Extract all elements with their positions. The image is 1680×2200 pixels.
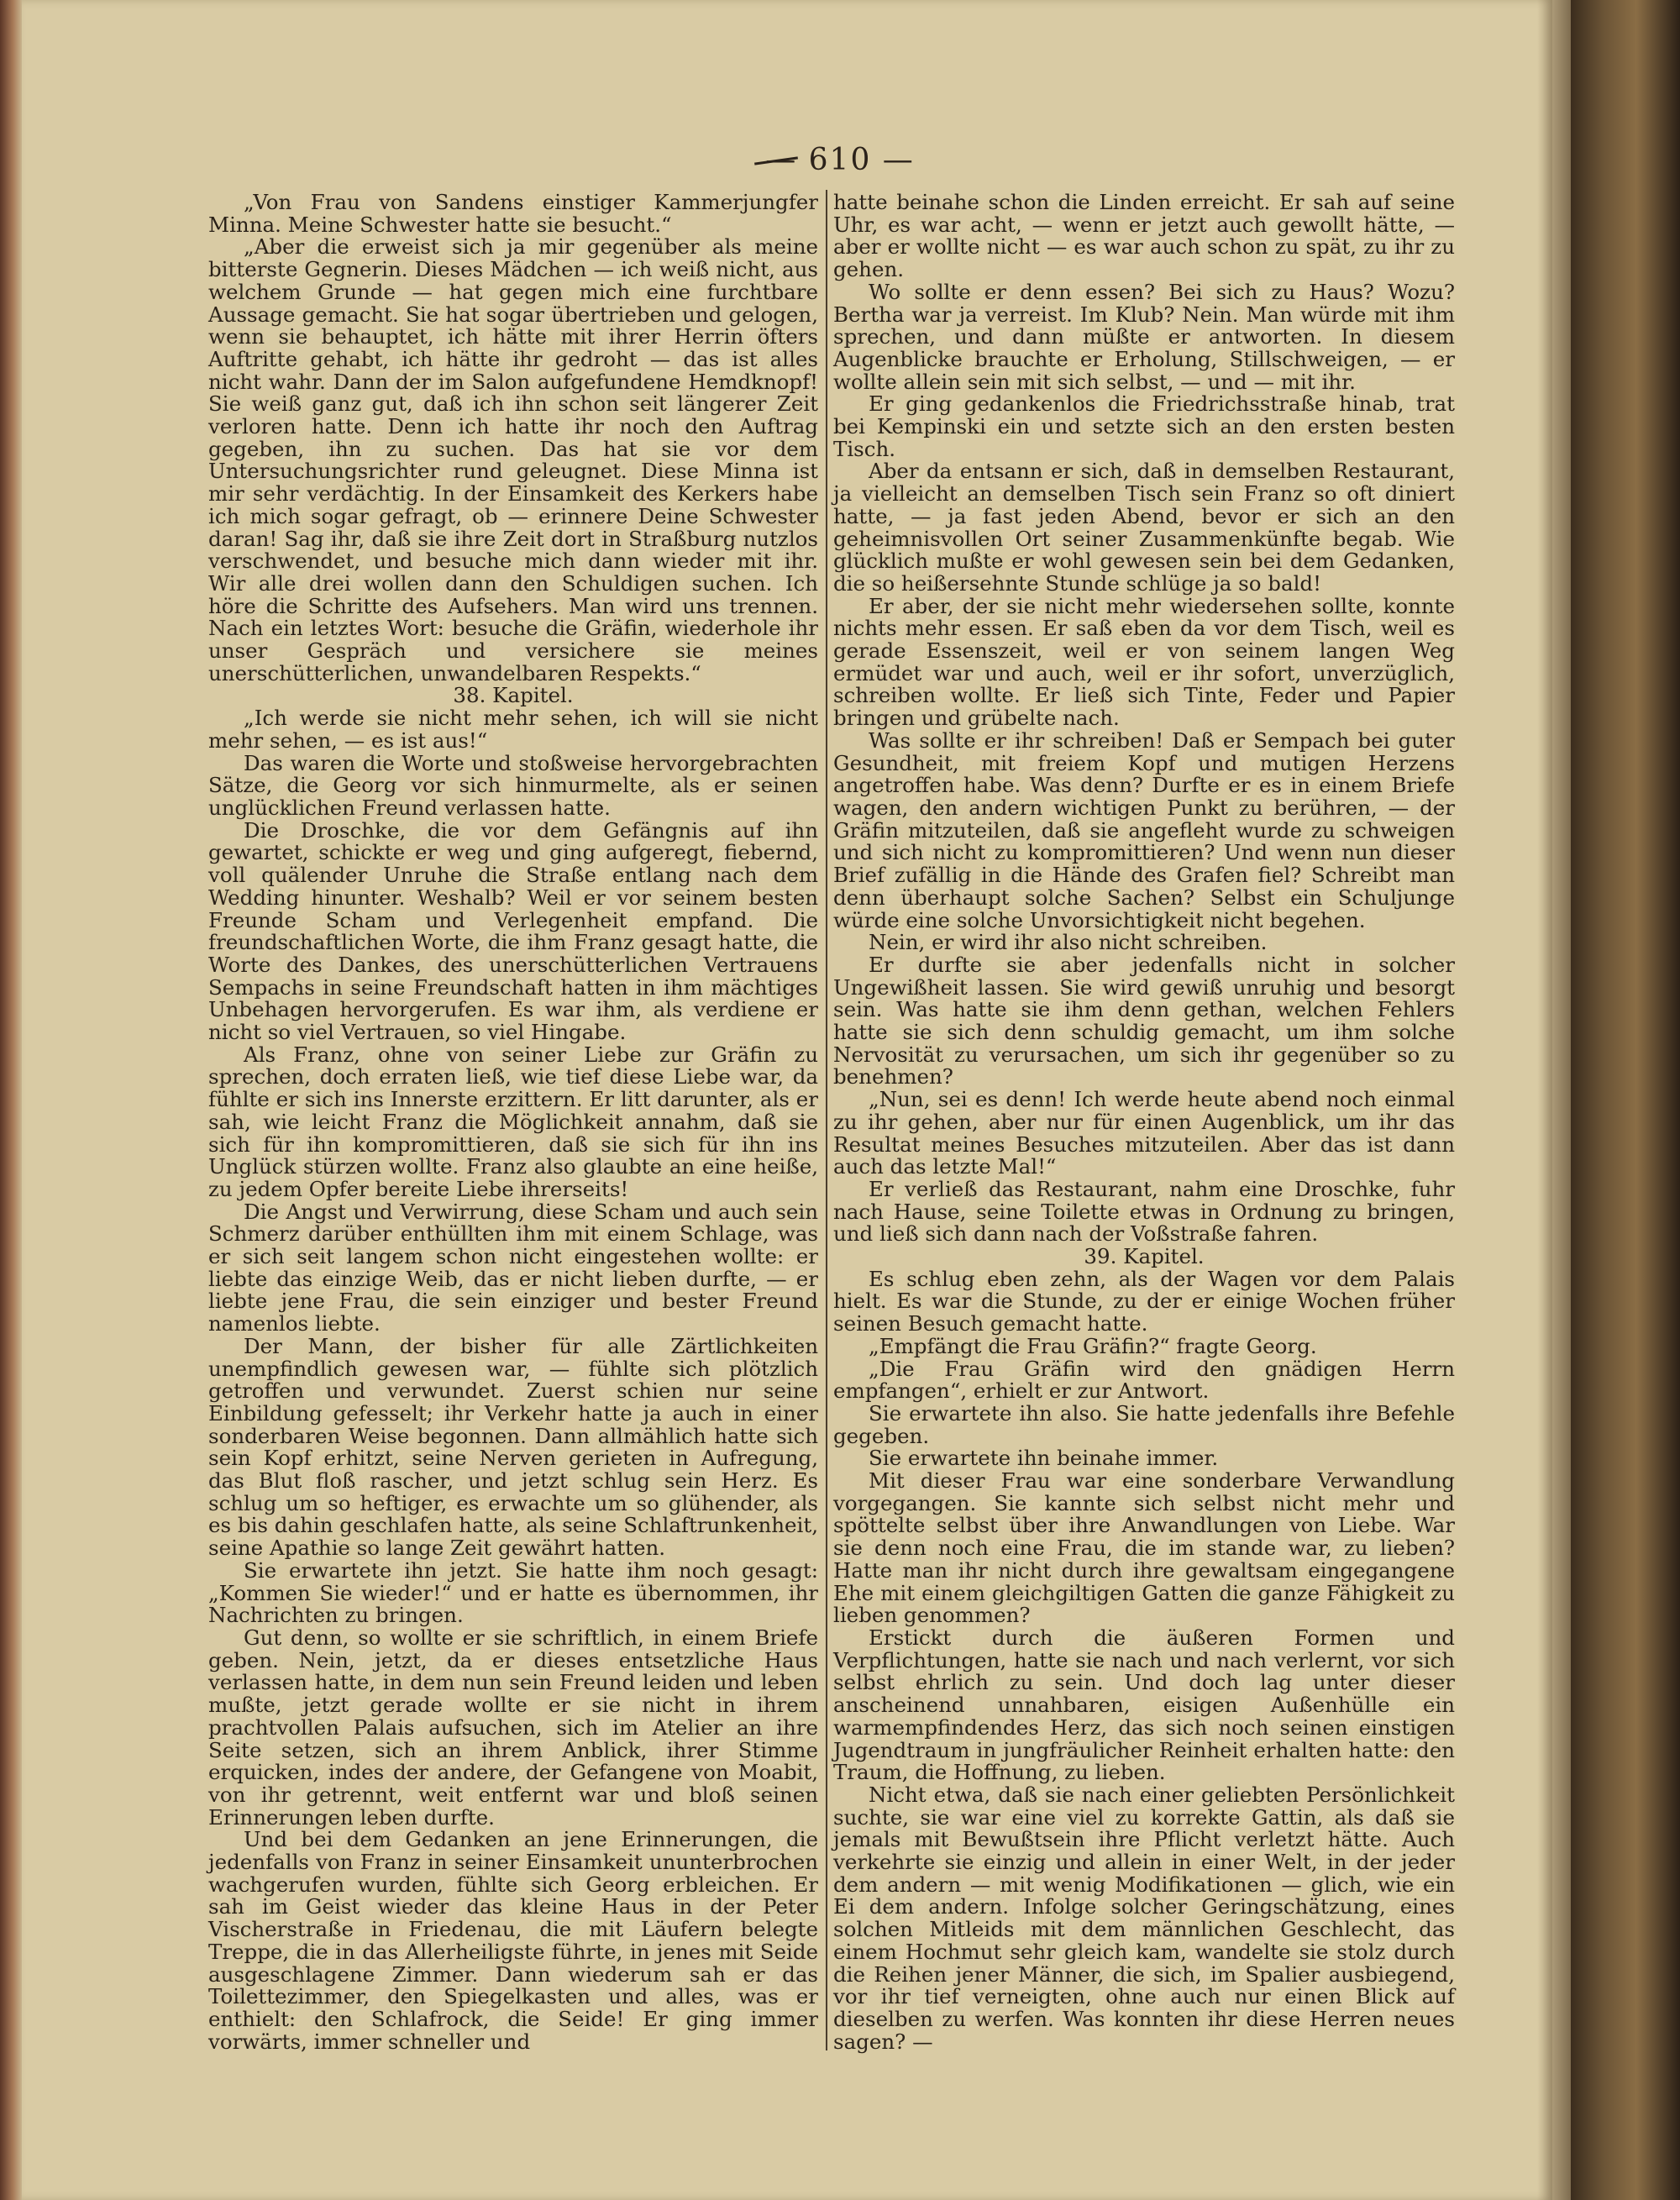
paragraph: Es schlug eben zehn, als der Wagen vor dem Palais hielt. Es war die Stunde, zu der er einige Wochen früher seinen Besuch gemacht hatte.	[833, 1266, 1455, 1336]
paragraph: Das waren die Worte und stoßweise hervorgebrachten Sätze, die Georg vor sich hinmurmelte, als er seinen unglücklichen Freund verlassen hatte.	[208, 750, 818, 820]
paragraph: „Von Frau von Sandens einstiger Kammerjungfer Minna. Meine Schwester hatte sie besucht.“	[208, 190, 818, 237]
paragraph: „Aber die erweist sich ja mir gegenüber als meine bitterste Gegnerin. Dieses Mädchen — ich weiß nicht, aus welchem Grunde — hat gegen mich eine furchtbare Aussage gemacht. Sie hat sogar übertrieben und gelogen, wenn sie behauptet, ich hätte mit ihrer Herrin öfters Auftritte gehabt, ich hätte ihr gedroht — das ist alles nicht wahr. Dann der im Salon aufgefundene Hemdknopf! Sie weiß ganz gut, daß ich ihn schon seit längerer Zeit verloren hatte. Denn ich hatte ihr noch den Auftrag gegeben, ihn zu suchen. Das hat sie vor dem Untersuchungsrichter rund geleugnet. Diese Minna ist mir sehr verdächtig. In der Einsamkeit des Kerkers habe ich mich sogar gefragt, ob — erinnere Deine Schwester daran! Sag ihr, daß sie ihre Zeit dort in Straßburg nutzlos verschwendet, und besuche mich dann wieder mit ihr. Wir alle drei wollen dann den Schuldigen suchen. Ich höre die Schritte des Aufsehers. Man wird uns trennen. Nach ein letztes Wort: besuche die Gräfin, wiederhole ihr unser Gespräch und versichere sie meines unerschütterlichen, unwandelbaren Respekts.“	[208, 234, 818, 685]
paragraph: Der Mann, der bisher für alle Zärtlichkeiten unempfindlich gewesen war, — fühlte sich plötzlich getroffen und verwundet. Zuerst schien nur seine Einbildung gefesselt; ihr Verkehr hatte ja auch in einer sonderbaren Weise begonnen. Dann allmählich hatte sich sein Kopf erhitzt, seine Nerven gerieten in Aufregung, das Blut floß rascher, und jetzt schlug sein Herz. Es schlug um so heftiger, es erwachte um so glühender, als es bis dahin geschlafen hatte, als seine Schlaftrunkenheit, seine Apathie so lange Zeit gewährt hatten.	[208, 1333, 818, 1561]
previous-page-edge	[0, 0, 22, 2200]
paragraph: „Nun, sei es denn! Ich werde heute abend noch einmal zu ihr gehen, aber nur für einen Augenblick, um ihr das Resultat meines Besuches mitzuteilen. Aber das ist dann auch das letzte Mal!“	[833, 1087, 1455, 1179]
paragraph: Aber da entsann er sich, daß in demselben Restaurant, ja vielleicht an demselben Tisch sein Franz so oft diniert hatte, — ja fast jeden Abend, bevor er sich an den geheimnisvollen Ort seiner Zusammenkünfte begab. Wie glücklich mußte er wohl gewesen sein bei dem Gedanken, die so heißersehnte Stunde schlüge ja so bald!	[833, 459, 1455, 596]
paragraph: Er aber, der sie nicht mehr wiedersehen sollte, konnte nichts mehr essen. Er saß eben da vor dem Tisch, weil es gerade Essenszeit, weil er von seinem langen Weg ermüdet war und auch, weil er ihr sofort, unverzüglich, schreiben wollte. Er ließ sich Tinte, Feder und Papier bringen und grübelte nach.	[833, 593, 1455, 731]
paragraph: Als Franz, ohne von seiner Liebe zur Gräfin zu sprechen, doch erraten ließ, wie tief diese Liebe war, da fühlte er sich ins Innerste erzittern. Er litt darunter, als er sah, wie leicht Franz die Möglichkeit annahm, daß sie sich für ihn kompromittieren, daß sie sich für ihn ins Unglück stürzen wollte. Franz also glaubte an eine heiße, zu jedem Opfer bereite Liebe ihrerseits!	[208, 1042, 818, 1201]
right-text-column	[833, 192, 1455, 2053]
paragraph: Sie erwartete ihn also. Sie hatte jedenfalls ihre Befehle gegeben.	[833, 1400, 1455, 1448]
binding-shadow	[1537, 0, 1571, 2200]
paragraph: Sie erwartete ihn jetzt. Sie hatte ihm noch gesagt: „Kommen Sie wieder!“ und er hatte es übernommen, ihr Nachrichten zu bringen.	[208, 1557, 818, 1628]
paragraph: Erstickt durch die äußeren Formen und Verpflichtungen, hatte sie nach und nach verlernt, vor sich selbst ehrlich zu sein. Und doch lag unter dieser anscheinend unnahbaren, eisigen Außenhülle ein warmempfindendes Herz, das sich noch seinen einstigen Jugendtraum in jungfräulicher Reinheit erhalten hatte: den Traum, die Hoffnung, zu lieben.	[833, 1625, 1455, 1785]
paragraph: Wo sollte er denn essen? Bei sich zu Haus? Wozu? Bertha war ja verreist. Im Klub? Nein. Man würde mit ihm sprechen, und dann müßte er antworten. In diesem Augenblicke brauchte er Erholung, Stillschweigen, — er wollte allein sein mit sich selbst, — und — mit ihr.	[833, 279, 1455, 394]
paragraph: Gut denn, so wollte er sie schriftlich, in einem Briefe geben. Nein, jetzt, da er dieses entsetzliche Haus verlassen hatte, in dem nun sein Freund leiden und leben mußte, jetzt gerade wollte er sie nicht in ihrem prachtvollen Palais aufsuchen, sich im Atelier an ihre Seite setzen, sich an ihrem Anblick, ihrer Stimme erquicken, indes der andere, der Gefangene von Moabit, von ihr getrennt, weit entfernt war und bloß seinen Erinnerungen leben durfte.	[208, 1625, 818, 1830]
paragraph: hatte beinahe schon die Linden erreicht. Er sah auf seine Uhr, es war acht, — wenn er jetzt auch gewollt hätte, — aber er wollte nicht — es war auch schon zu spät, zu ihr zu gehen.	[833, 190, 1455, 282]
paragraph: „Die Frau Gräfin wird den gnädigen Herrn empfangen“, erhielt er zur Antwort.	[833, 1356, 1455, 1404]
chapter-heading: 38. Kapitel.	[453, 683, 574, 708]
paragraph: Er ging gedankenlos die Friedrichsstraße hinab, trat bei Kempinski ein und setzte sich an den ersten besten Tisch.	[833, 391, 1455, 461]
chapter-heading: 39. Kapitel.	[1084, 1244, 1205, 1269]
paragraph: Sie erwartete ihn beinahe immer.	[869, 1446, 1219, 1471]
paragraph: Nein, er wird ihr also nicht schreiben.	[869, 930, 1268, 955]
paragraph: Er durfte sie aber jedenfalls nicht in solcher Ungewißheit lassen. Sie wird gewiß unruhig und besorgt sein. Was hatte sie ihm denn gethan, welchen Fehlers hatte sie sich denn schuldig gemacht, um ihm solche Nervosität zu verursachen, um sich ihr gegenüber so zu benehmen?	[833, 952, 1455, 1089]
paragraph: Die Angst und Verwirrung, diese Scham und auch sein Schmerz darüber enthüllten ihm mit einem Schlage, was er sich seit langem schon nicht eingestehen wollte: er liebte das einzige Weib, das er nicht lieben durfte, — er liebte jene Frau, die sein einziger und bester Freund namenlos liebte.	[208, 1199, 818, 1336]
paragraph: Und bei dem Gedanken an jene Erinnerungen, die jedenfalls von Franz in seiner Einsamkeit ununterbrochen wachgerufen wurden, fühlte sich Georg erbleichen. Er sah im Geist wieder das kleine Haus in der Peter Vischerstraße in Friedenau, die mit Läufern belegte Treppe, die in das Allerheiligste führte, in jenes mit Seide ausgeschlagene Zimmer. Dann wiederum sah er das Toilettezimmer, den Spiegelkasten und alles, was er enthielt: den Schlafrock, die Seide! Er ging immer vorwärts, immer schneller und	[208, 1827, 818, 2054]
paragraph: Mit dieser Frau war eine sonderbare Verwandlung vorgegangen. Sie kannte sich selbst nicht mehr und spöttelte selbst über ihre Anwandlungen von Liebe. War sie denn noch eine Frau, die im stande war, zu lieben? Hatte man ihr nicht durch ihre gewaltsam eingegangene Ehe mit einem gleichgiltigen Gatten die ganze Fähigkeit zu lieben genommen?	[833, 1468, 1455, 1628]
paragraph: „Empfängt die Frau Gräfin?“ fragte Georg.	[869, 1333, 1317, 1358]
page-number: — 610 —	[765, 143, 915, 177]
paragraph: „Ich werde sie nicht mehr sehen, ich will sie nicht mehr sehen, — es ist aus!“	[208, 706, 818, 753]
paragraph: Was sollte er ihr schreiben! Daß er Sempach bei guter Gesundheit, mit freiem Kopf und mutigen Herzens angetroffen habe. Was denn? Durfte er es in einem Briefe wagen, den andern wichtigen Punkt zu berühren, — der Gräfin mitzuteilen, daß sie angefleht wurde zu schweigen und sich nicht zu kompromittieren? Und wenn nun dieser Brief zufällig in die Hände des Grafen fiel? Schreibt man denn überhaupt solche Sachen? Selbst ein Schuljunge würde eine solche Unvorsichtigkeit nicht begehen.	[833, 727, 1455, 932]
paragraph: Nicht etwa, daß sie nach einer geliebten Persönlichkeit suchte, sie war eine viel zu korrekte Gattin, als daß sie jemals mit Bewußtsein ihre Pflicht verletzt hätte. Auch verkehrte sie einzig und allein in einer Welt, in der jeder dem andern — mit wenig Modifikationen — glich, wie ein Ei dem andern. Infolge solcher Geringschätzung, eines solchen Mitleids mit dem männlichen Geschlecht, das einem Hochmut sehr gleich kam, wandelte sie stolz durch die Reihen jener Männer, die sich, im Spalier ausbiegend, vor ihr tief verneigten, ohne auch nur einen Blick auf dieselben zu werfen. Was konnten ihr diese Herren neues sagen? —	[833, 1782, 1455, 2054]
paragraph: Die Droschke, die vor dem Gefängnis auf ihn gewartet, schickte er weg und ging aufgeregt, fiebernd, voll quälender Unruhe die Straße entlang nach dem Wedding hinunter. Weshalb? Weil er vor seinem besten Freunde Scham und Verlegenheit empfand. Die freundschaftlichen Worte, die ihm Franz gesagt hatte, die Worte des Dankes, des unerschütterlichen Vertrauens Sempachs in seine Freundschaft hatten in ihm mächtiges Unbehagen hervorgerufen. Es war ihm, als verdiene er nicht so viel Vertrauen, so viel Hingabe.	[208, 817, 818, 1045]
book-edge	[1571, 0, 1680, 2200]
column-divider	[826, 190, 827, 2050]
paragraph: Er verließ das Restaurant, nahm eine Droschke, fuhr nach Hause, seine Toilette etwas in Ordnung zu bringen, und ließ sich dann nach der Voßstraße fahren.	[833, 1176, 1455, 1247]
left-text-column	[208, 192, 818, 2053]
